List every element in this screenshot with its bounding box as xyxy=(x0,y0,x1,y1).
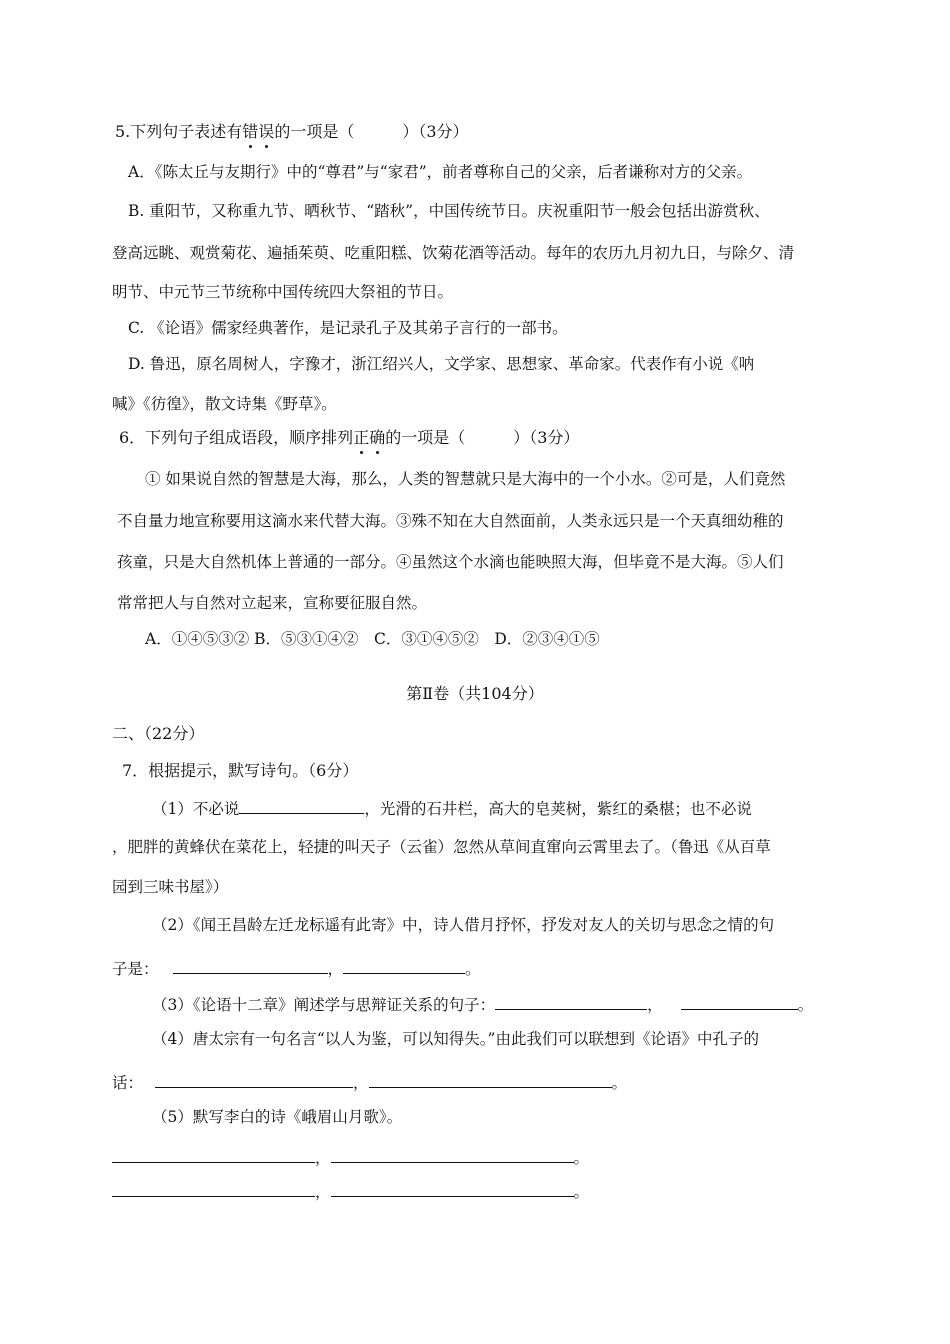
emphasis-char: 正 xyxy=(353,428,370,447)
q5-option-d-line2: 喊》《彷徨》，散文诗集《野草》。 xyxy=(112,395,337,413)
part-heading: 二、（22分） xyxy=(112,724,205,743)
q5-option-a: A．《陈太丘与友期行》中的“尊君”与“家君”，前者尊称自己的父亲，后者谦称对方的父亲。 xyxy=(128,163,753,181)
q7-sub1-line3: 园到三味书屋》） xyxy=(112,878,229,896)
emphasis-char: 错 xyxy=(242,122,259,141)
q6-passage-line4: 常常把人与自然对立起来，宣称要征服自然。 xyxy=(117,594,428,612)
q6-passage-line3: 孩童，只是大自然机体上普通的一部分。④虽然这个水滴也能映照大海，但毕竟不是大海。⑤人们 xyxy=(117,553,784,571)
q5-option-b-line2: 登高远眺、观赏菊花、遍插茱萸、吃重阳糕、饮菊花酒等活动。每年的农历九月初九日，与除夕、清 xyxy=(112,244,795,262)
emphasis-char: 误 xyxy=(258,122,275,141)
answer-blank[interactable] xyxy=(173,956,328,974)
q7-sub2-line1: （2）《闻王昌龄左迁龙标遥有此寄》中，诗人借月抒怀，抒发对友人的关切与思念之情的句 xyxy=(152,916,775,934)
emphasis-char: 确 xyxy=(369,428,386,447)
answer-blank[interactable] xyxy=(343,956,465,974)
section-title: 第Ⅱ卷（共104分） xyxy=(406,684,544,703)
q5-option-b-line3: 明节、中元节三节统称中国传统四大祭祖的节日。 xyxy=(112,283,454,301)
q7-stem: 7．根据提示，默写诗句。（6分） xyxy=(122,761,359,780)
q7-sub5-line2: ， 。 xyxy=(112,1179,589,1203)
q7-sub5-stem: （5）默写李白的诗《峨眉山月歌》。 xyxy=(152,1108,403,1126)
q6-stem: 6．下列句子组成语段，顺序排列正确的一项是（ ）（3分） xyxy=(119,428,580,447)
q7-sub3: （3）《论语十二章》阐述学与思辩证关系的句子： ， 。 xyxy=(152,992,813,1016)
q6-passage-line2: 不自量力地宣称要用这滴水来代替大海。③殊不知在大自然面前，人类永远只是一个天真细幼稚的 xyxy=(117,512,784,530)
q5-option-b-line1: B. 重阳节，又称重九节、晒秋节、“踏秋”，中国传统节日。庆祝重阳节一般会包括出游赏秋、 xyxy=(128,202,770,220)
answer-blank[interactable] xyxy=(331,1145,574,1163)
answer-blank[interactable] xyxy=(112,1179,315,1197)
answer-blank[interactable] xyxy=(239,796,364,814)
answer-blank[interactable] xyxy=(155,1070,353,1088)
q7-sub4-line2: 话： ， 。 xyxy=(112,1070,627,1094)
answer-blank[interactable] xyxy=(681,992,798,1010)
q7-sub5-line1: ， 。 xyxy=(112,1145,589,1169)
q7-sub4-line1: （4）唐太宗有一句名言“以人为鉴，可以知得失。”由此我们可以联想到《论语》中孔子的 xyxy=(152,1030,759,1048)
q6-passage-line1: ① 如果说自然的智慧是大海，那么，人类的智慧就只是大海中的一个小水。②可是，人们竟然 xyxy=(145,470,786,488)
q7-sub1-line1: （1）不必说 ，光滑的石井栏，高大的皂荚树，紫红的桑椹；也不必说 xyxy=(152,796,752,820)
q6-options: A．①④⑤③② B．⑤③①④② C．③①④⑤② D．②③④①⑤ xyxy=(145,630,600,648)
answer-blank[interactable] xyxy=(331,1179,574,1197)
answer-blank[interactable] xyxy=(112,1145,315,1163)
answer-blank[interactable] xyxy=(369,1070,612,1088)
q7-sub1-line2: ，肥胖的黄蜂伏在菜花上，轻捷的叫天子（云雀）忽然从草间直窜向云霄里去了。（鲁迅《从百草 xyxy=(112,838,771,856)
answer-blank[interactable] xyxy=(495,992,647,1010)
q5-option-c: C. 《论语》儒家经典著作，是记录孔子及其弟子言行的一部书。 xyxy=(128,319,568,337)
q5-option-d-line1: D. 鲁迅，原名周树人，字豫才，浙江绍兴人，文学家、思想家、革命家。代表作有小说《呐 xyxy=(128,355,755,373)
q5-stem: 5.下列句子表述有错误的一项是（ ）（3分） xyxy=(115,122,469,141)
q7-sub2-line2: 子是： ， 。 xyxy=(112,956,481,980)
